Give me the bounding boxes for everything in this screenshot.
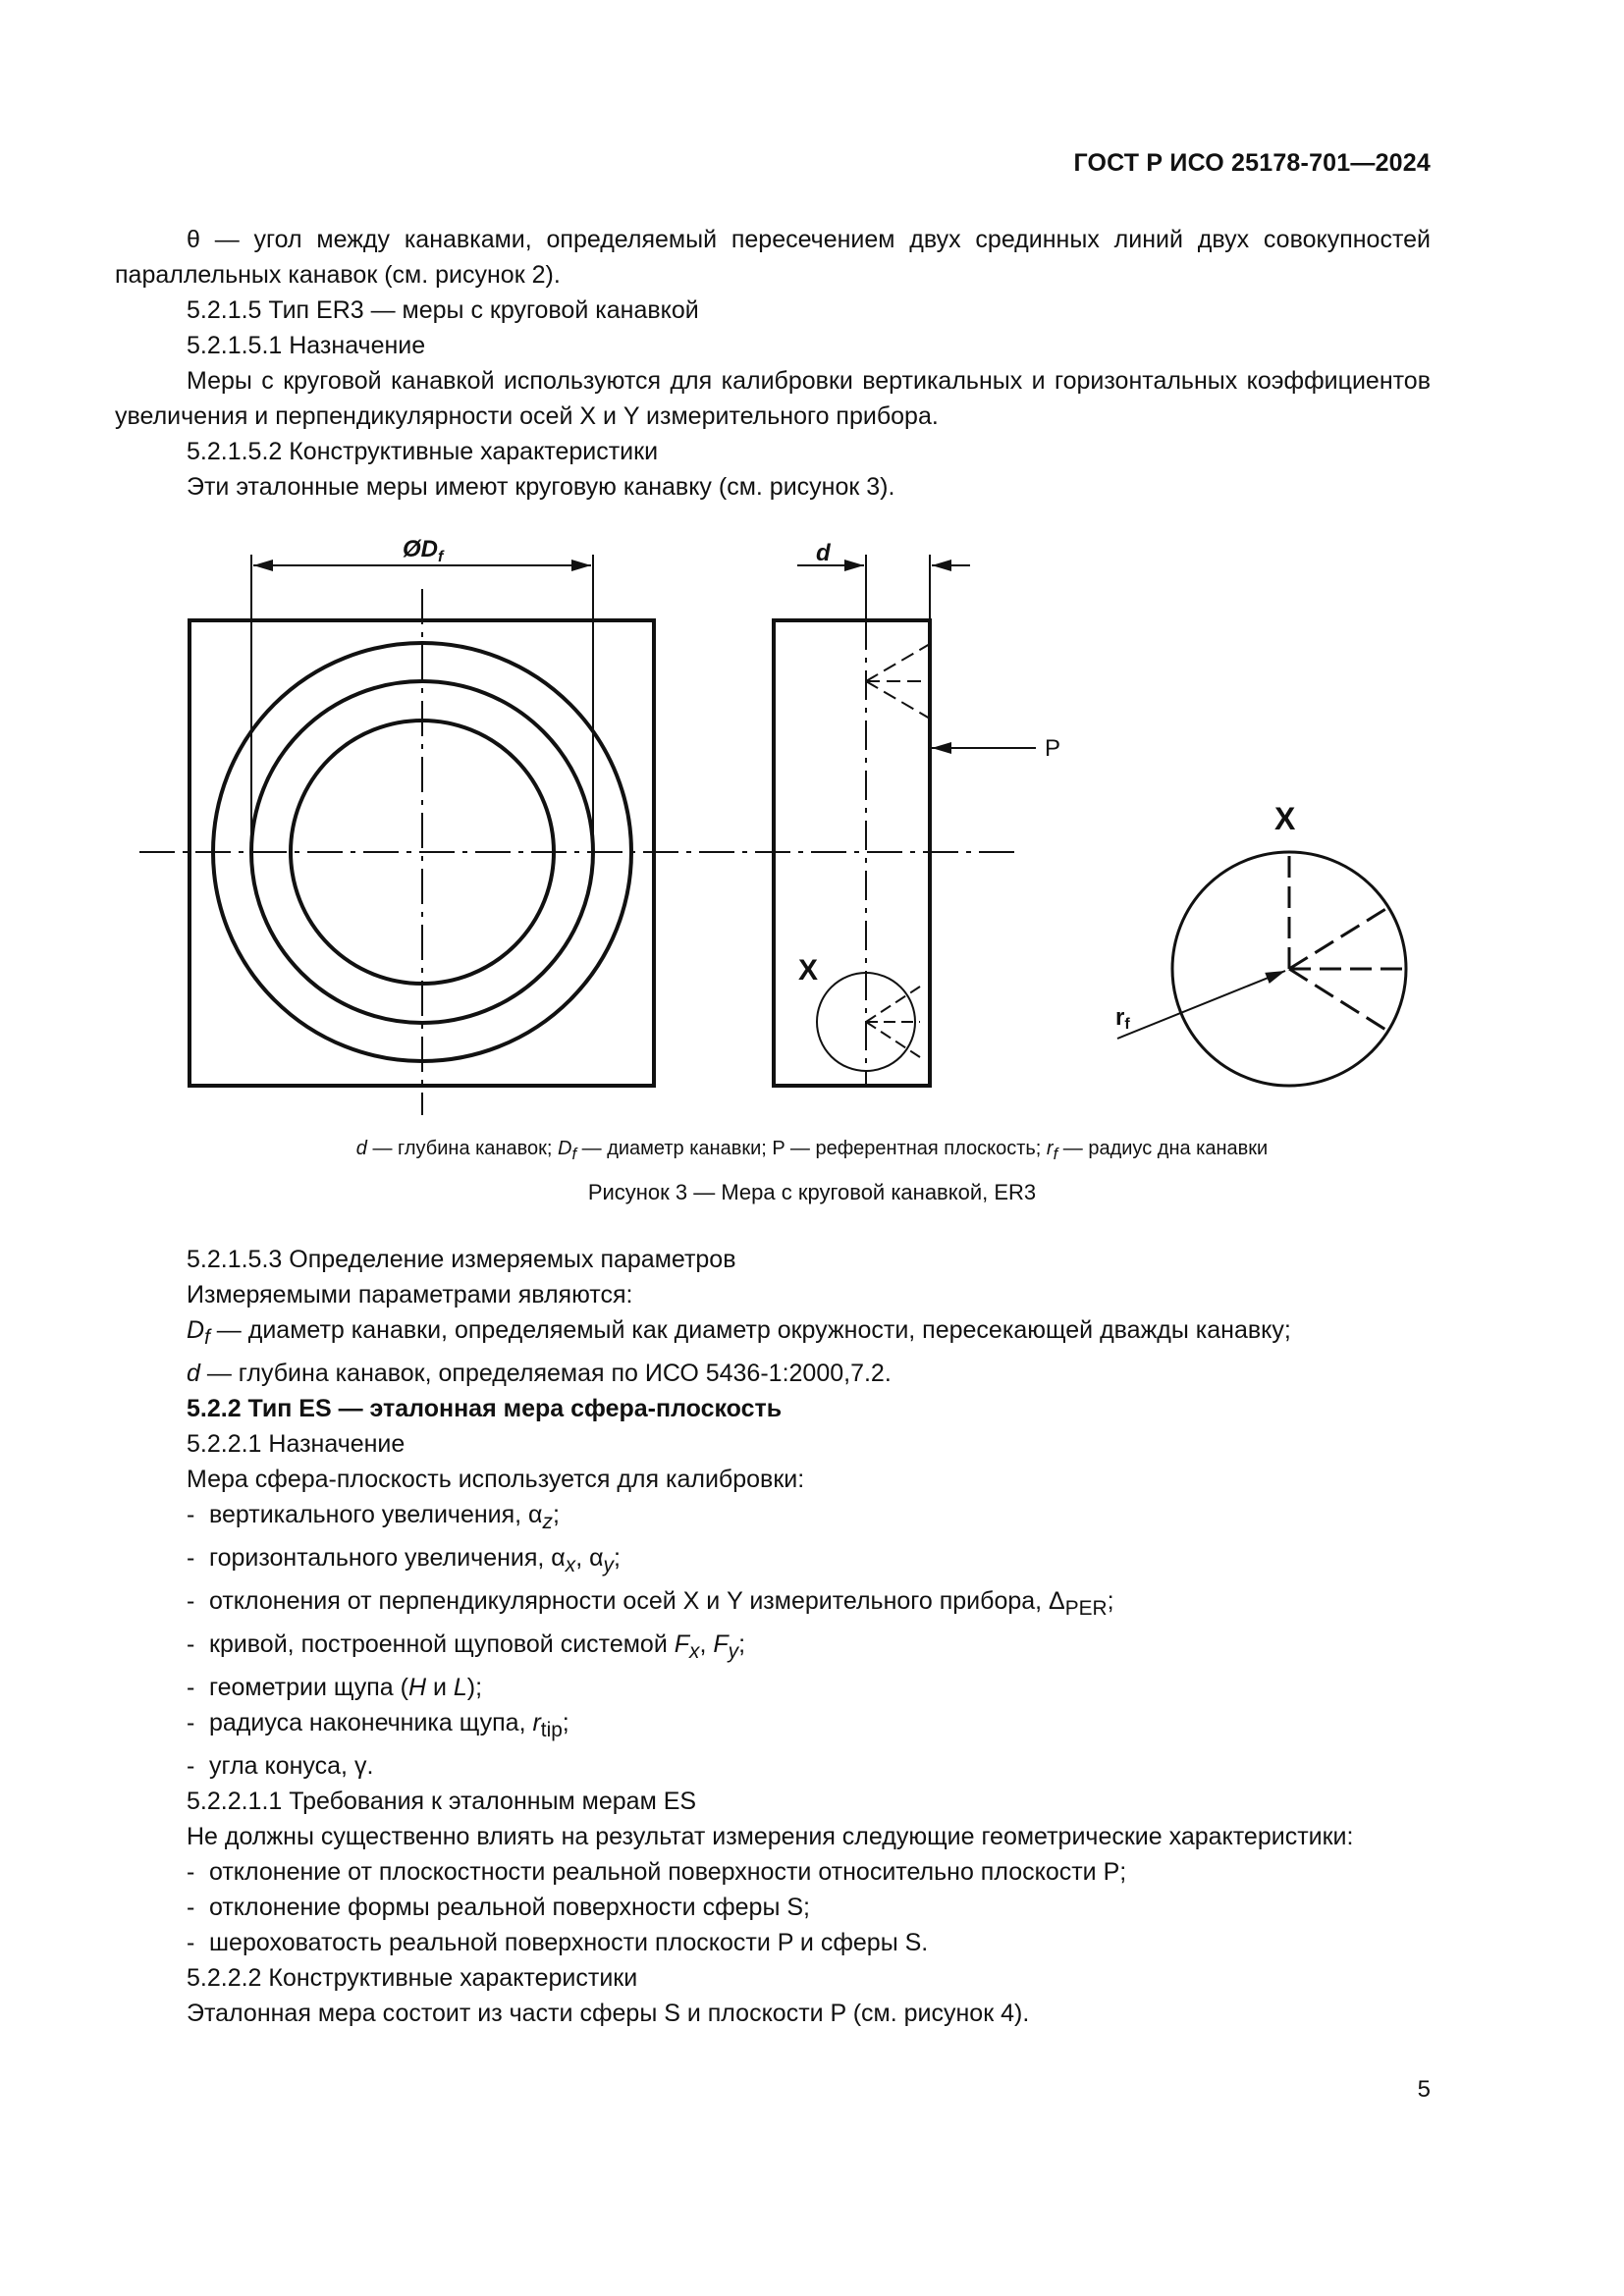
label-x-side: X <box>798 954 819 987</box>
figure-caption: Рисунок 3 — Мера с круговой канавкой, ER3 <box>587 1180 1037 1204</box>
list-item: - шероховатость реальной поверхности плоскости P и сферы S. <box>187 1929 929 1956</box>
label-d: d <box>816 540 831 566</box>
label-x-detail: X <box>1274 801 1296 836</box>
list-item: - кривой, построенной щуповой системой $F_x$, $F_y$; <box>187 1630 746 1663</box>
list-item: - геометрии щупа (H и L); <box>187 1674 483 1701</box>
paragraph-composition: Эталонная мера состоит из части сферы S и плоскости P (см. рисунок 4). <box>187 2000 1030 2027</box>
paragraph-params: Измеряемыми параметрами являются: <box>187 1281 633 1308</box>
list-item: - радиуса наконечника щупа, $r_{tip}$; <box>187 1709 569 1741</box>
label-rf: rf <box>1115 1004 1130 1033</box>
label-p: P <box>1045 735 1061 762</box>
rf-leader <box>1117 971 1285 1039</box>
paragraph-calibration: Мера сфера-плоскость используется для калибровки: <box>187 1466 805 1493</box>
paragraph-design: Эти эталонные меры имеют круговую канавку (см. рисунок 3). <box>187 473 895 501</box>
figure-3-drawing <box>0 530 1624 1198</box>
paragraph-d: d — глубина канавок, определяемая по ИСО 5436-1:2000,7.2. <box>187 1360 892 1387</box>
figure-legend: d — глубина канавок; $D_f$ — диаметр канавки; P — референтная плоскость; $r_f$ — радиус дна канавки <box>355 1138 1269 1163</box>
section-5-2-1-5-2: 5.2.1.5.2 Конструктивные характеристики <box>187 438 659 465</box>
paragraph-purpose: Меры с круговой канавкой используются для калибровки вертикальных и горизонтальных коэффициентов увеличения и перпендикулярности осей X и Y измерительного прибора. <box>115 367 1431 430</box>
detail-groove <box>1289 852 1406 1031</box>
list-item: - угла конуса, γ. <box>187 1752 374 1780</box>
list-item: - отклонения от перпендикулярности осей X и Y измерительного прибора, $\Delta_{PER}$; <box>187 1587 1114 1620</box>
label-df: $ØD_f$ <box>403 536 444 565</box>
section-5-2-1-5-3: 5.2.1.5.3 Определение измеряемых параметров <box>187 1246 736 1273</box>
section-5-2-2-2: 5.2.2.2 Конструктивные характеристики <box>187 1964 638 1992</box>
paragraph-theta: θ — угол между канавками, определяемый пересечением двух срединных линий двух совокупностей параллельных канавок (см. рисунок 2). <box>115 226 1431 289</box>
section-5-2-1-5: 5.2.1.5 Тип ER3 — меры с круговой канавкой <box>187 296 699 324</box>
list-item: - отклонение от плоскостности реальной поверхности относительно плоскости P; <box>187 1858 1127 1886</box>
paragraph-df: $D_f$ — диаметр канавки, определяемый как диаметр окружности, пересекающей дважды канавку; <box>187 1316 1291 1349</box>
groove-bottom <box>866 987 920 1057</box>
main-text-block <box>115 1242 1431 2031</box>
groove-top <box>866 644 930 719</box>
section-5-2-2: 5.2.2 Тип ES — эталонная мера сфера-плоскость <box>187 1395 783 1422</box>
section-5-2-1-5-1: 5.2.1.5.1 Назначение <box>187 332 426 359</box>
list-item: - отклонение формы реальной поверхности сферы S; <box>187 1894 810 1921</box>
section-5-2-2-1: 5.2.2.1 Назначение <box>187 1430 406 1458</box>
page-number: 5 <box>1417 2076 1431 2103</box>
section-5-2-2-1-1: 5.2.2.1.1 Требования к эталонным мерам ES <box>187 1788 697 1815</box>
document-header: ГОСТ Р ИСО 25178-701—2024 <box>1073 149 1431 177</box>
list-item: - вертикального увеличения, $\alpha_z$; <box>187 1501 560 1533</box>
paragraph-requirements: Не должны существенно влиять на результат измерения следующие геометрические характеристики: <box>187 1823 1354 1850</box>
top-text-block <box>115 222 1431 505</box>
side-view-rect <box>774 620 930 1086</box>
list-item: - горизонтального увеличения, $\alpha_x$, $\alpha_y$; <box>187 1544 621 1576</box>
